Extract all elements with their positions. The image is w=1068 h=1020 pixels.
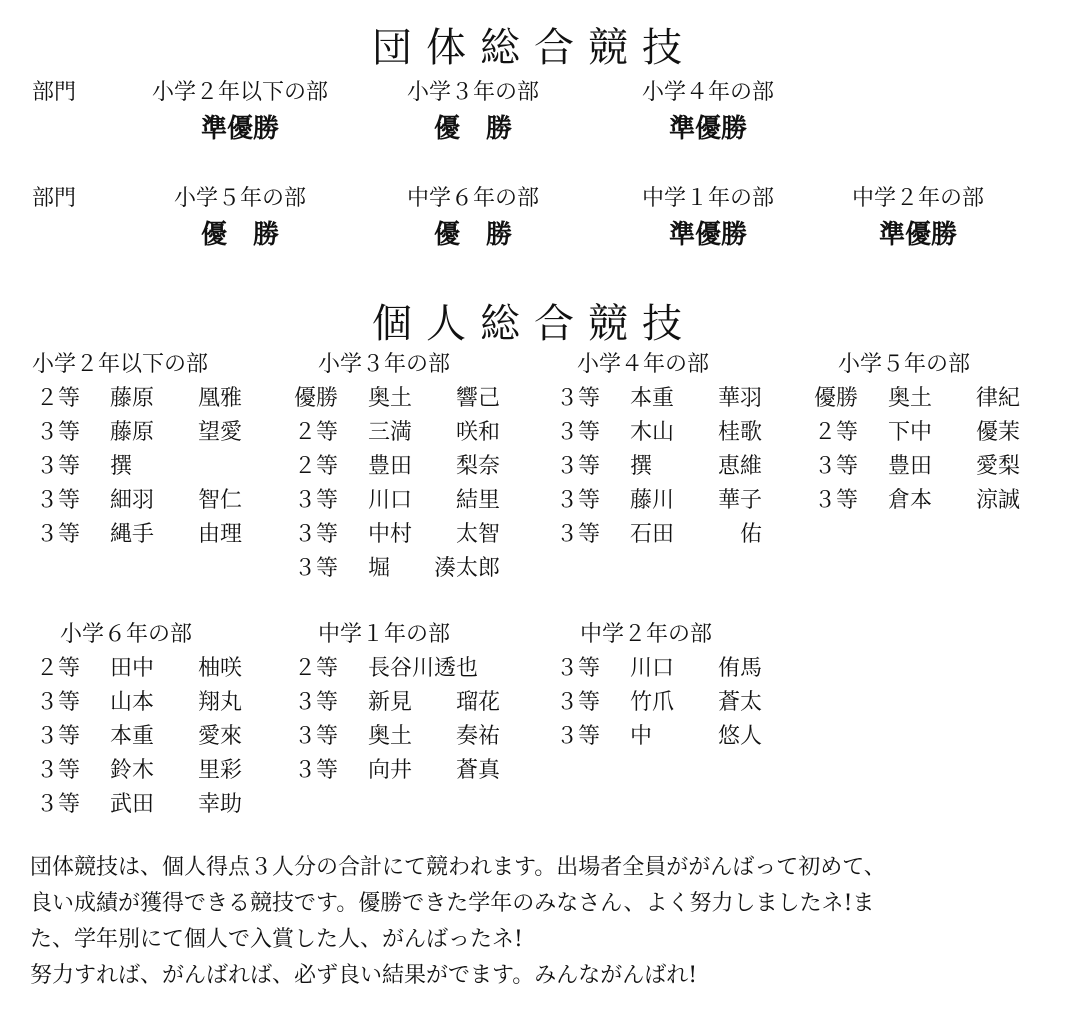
entry-row (32, 753, 272, 783)
entry-rank: ３等 (36, 420, 81, 445)
division-name: 小学２年以下の部 (151, 80, 328, 105)
entry-given-name: 悠人 (717, 724, 762, 749)
entry-given-name: 幸助 (197, 792, 242, 817)
entry-row (32, 415, 272, 445)
entry-row (32, 719, 272, 749)
entry-rank: ３等 (294, 556, 339, 581)
entry-surname: 武田 (110, 792, 155, 817)
entry-given-name: 望愛 (197, 420, 242, 445)
entry-given-name: 湊太郎 (433, 556, 500, 581)
entry-row (290, 449, 530, 479)
entry-row (32, 517, 272, 547)
entry-row (290, 381, 530, 411)
entry-rank: ３等 (36, 454, 81, 479)
entry-rank: ３等 (556, 656, 601, 681)
entry-row (810, 449, 1050, 479)
division-result: 準優勝 (668, 220, 747, 250)
entry-row (810, 381, 1050, 411)
entry-rank: ３等 (294, 488, 339, 513)
entry-given-name: 里彩 (197, 758, 242, 783)
entry-rank: ２等 (294, 656, 339, 681)
entry-rank: ３等 (556, 386, 601, 411)
division-name: 中学１年の部 (641, 186, 774, 211)
entry-surname: 本重 (110, 724, 155, 749)
individual-group (290, 617, 530, 857)
entry-row (810, 483, 1050, 513)
group-heading: 小学２年以下の部 (32, 352, 209, 377)
entry-given-name: 律紀 (975, 386, 1020, 411)
individual-group (32, 347, 272, 587)
entry-rank: ２等 (36, 656, 81, 681)
entry-given-name: 愛來 (197, 724, 242, 749)
entry-surname: 撰 (630, 454, 653, 479)
entry-row (552, 719, 792, 749)
entry-given-name: 太智 (455, 522, 500, 547)
division-name: 中学６年の部 (406, 186, 539, 211)
entry-row (810, 415, 1050, 445)
entry-given-name: 結里 (455, 488, 500, 513)
entry-row (290, 685, 530, 715)
entry-surname: 奥土 (368, 724, 413, 749)
entry-surname: 下中 (888, 420, 933, 445)
entry-surname: 川口 (368, 488, 413, 513)
entry-surname: 豊田 (368, 454, 413, 479)
entry-rank: ２等 (814, 420, 859, 445)
division-result: 優 勝 (433, 220, 512, 250)
group-heading: 中学２年の部 (580, 622, 713, 647)
entry-rank: ３等 (36, 690, 81, 715)
entry-row (552, 381, 792, 411)
individual-group (32, 617, 272, 857)
entry-rank: ２等 (294, 454, 339, 479)
entry-surname: 中村 (368, 522, 413, 547)
entry-given-name: 愛梨 (975, 454, 1020, 479)
entry-row (552, 449, 792, 479)
entry-given-name: 華子 (717, 488, 762, 513)
entry-row (552, 517, 792, 547)
entry-row (32, 381, 272, 411)
entry-row (32, 685, 272, 715)
entry-surname: 新見 (368, 690, 413, 715)
entry-row (32, 449, 272, 479)
entry-row (552, 651, 792, 681)
entry-rank: ３等 (294, 522, 339, 547)
entry-given-name: 瑠花 (455, 690, 500, 715)
entry-rank: ３等 (814, 488, 859, 513)
entry-rank: ３等 (36, 758, 81, 783)
team-competition-title: 団体総合競技 (372, 25, 696, 71)
individual-group (552, 617, 792, 857)
entry-surname: 中 (630, 724, 653, 749)
entry-surname: 藤原 (110, 420, 155, 445)
division-name: 小学４年の部 (641, 80, 774, 105)
entry-given-name: 翔丸 (197, 690, 242, 715)
entry-given-name: 涼誠 (975, 488, 1020, 513)
individual-group (552, 347, 792, 587)
entry-row (290, 651, 530, 681)
entry-surname: 山本 (110, 690, 155, 715)
group-heading: 小学４年の部 (577, 352, 710, 377)
message-line: 良い成績が獲得できる競技です。優勝できた学年のみなさん、よく努力しましたネ!ま (30, 891, 875, 916)
division-result: 準優勝 (200, 114, 279, 144)
entry-rank: ３等 (294, 690, 339, 715)
entry-surname: 田中 (110, 656, 155, 681)
message-line: 団体競技は、個人得点３人分の合計にて競われます。出場者全員ががんばって初めて、 (30, 855, 886, 880)
entry-rank: ３等 (556, 420, 601, 445)
division-result: 優 勝 (433, 114, 512, 144)
entry-row (290, 719, 530, 749)
entry-row (290, 415, 530, 445)
entry-row (32, 483, 272, 513)
group-heading: 中学１年の部 (318, 622, 451, 647)
entry-rank: ３等 (556, 488, 601, 513)
entry-surname: 向井 (368, 758, 413, 783)
closing-message (30, 850, 1040, 994)
entry-given-name: 響己 (455, 386, 500, 411)
entry-row (290, 483, 530, 513)
entry-given-name: 梨奈 (455, 454, 500, 479)
entry-row (552, 415, 792, 445)
entry-surname: 倉本 (888, 488, 933, 513)
entry-row (290, 551, 530, 581)
entry-rank: ３等 (294, 758, 339, 783)
division-name: 小学５年の部 (173, 186, 306, 211)
entry-given-name: 智仁 (197, 488, 242, 513)
entry-surname: 竹爪 (630, 690, 675, 715)
entry-rank: 優勝 (294, 386, 339, 411)
entry-surname: 藤川 (630, 488, 675, 513)
department-label: 部門 (32, 80, 77, 105)
entry-surname: 撰 (110, 454, 133, 479)
entry-row (552, 685, 792, 715)
entry-rank: ３等 (36, 488, 81, 513)
entry-surname: 縄手 (110, 522, 155, 547)
division-result: 準優勝 (668, 114, 747, 144)
group-heading: 小学３年の部 (318, 352, 451, 377)
division-name: 小学３年の部 (406, 80, 539, 105)
entry-rank: ３等 (556, 690, 601, 715)
entry-given-name: 由理 (197, 522, 242, 547)
entry-surname: 細羽 (110, 488, 155, 513)
entry-row (32, 787, 272, 817)
entry-given-name: 咲和 (455, 420, 500, 445)
entry-surname: 川口 (630, 656, 675, 681)
entry-surname: 長谷川透也 (368, 656, 479, 681)
entry-rank: ３等 (36, 792, 81, 817)
entry-given-name: 奏祐 (455, 724, 500, 749)
message-line: た、学年別にて個人で入賞した人、がんばったネ! (30, 927, 523, 952)
entry-rank: ２等 (36, 386, 81, 411)
entry-surname: 藤原 (110, 386, 155, 411)
entry-row (290, 753, 530, 783)
entry-rank: ３等 (36, 522, 81, 547)
message-line: 努力すれば、がんばれば、必ず良い結果がでます。みんながんばれ! (30, 963, 698, 988)
entry-given-name: 桂歌 (717, 420, 762, 445)
entry-given-name: 柚咲 (197, 656, 242, 681)
entry-given-name: 華羽 (717, 386, 762, 411)
entry-given-name: 蒼真 (455, 758, 500, 783)
entry-given-name: 優茉 (975, 420, 1020, 445)
entry-surname: 豊田 (888, 454, 933, 479)
individual-group (290, 347, 530, 587)
entry-surname: 三満 (368, 420, 413, 445)
entry-surname: 木山 (630, 420, 675, 445)
division-name: 中学２年の部 (851, 186, 984, 211)
entry-row (290, 517, 530, 547)
group-heading: 小学５年の部 (838, 352, 971, 377)
entry-rank: ３等 (556, 522, 601, 547)
entry-surname: 奥土 (368, 386, 413, 411)
entry-rank: ２等 (294, 420, 339, 445)
entry-row (552, 483, 792, 513)
division-result: 優 勝 (200, 220, 279, 250)
individual-group (810, 347, 1050, 587)
department-label: 部門 (32, 186, 77, 211)
entry-surname: 鈴木 (110, 758, 155, 783)
group-heading: 小学６年の部 (60, 622, 193, 647)
entry-rank: ３等 (556, 454, 601, 479)
entry-given-name: 侑馬 (717, 656, 762, 681)
entry-surname: 奥土 (888, 386, 933, 411)
entry-rank: ３等 (814, 454, 859, 479)
entry-rank: ３等 (294, 724, 339, 749)
entry-rank: ３等 (556, 724, 601, 749)
entry-given-name: 蒼太 (717, 690, 762, 715)
entry-surname: 本重 (630, 386, 675, 411)
entry-surname: 石田 (630, 522, 675, 547)
entry-given-name: 凰雅 (197, 386, 242, 411)
individual-competition-title: 個人総合競技 (372, 301, 696, 347)
entry-given-name: 佑 (739, 522, 762, 547)
entry-given-name: 恵維 (717, 454, 762, 479)
entry-surname: 堀 (368, 556, 391, 581)
entry-rank: ３等 (36, 724, 81, 749)
entry-rank: 優勝 (814, 386, 859, 411)
division-result: 準優勝 (878, 220, 957, 250)
entry-row (32, 651, 272, 681)
